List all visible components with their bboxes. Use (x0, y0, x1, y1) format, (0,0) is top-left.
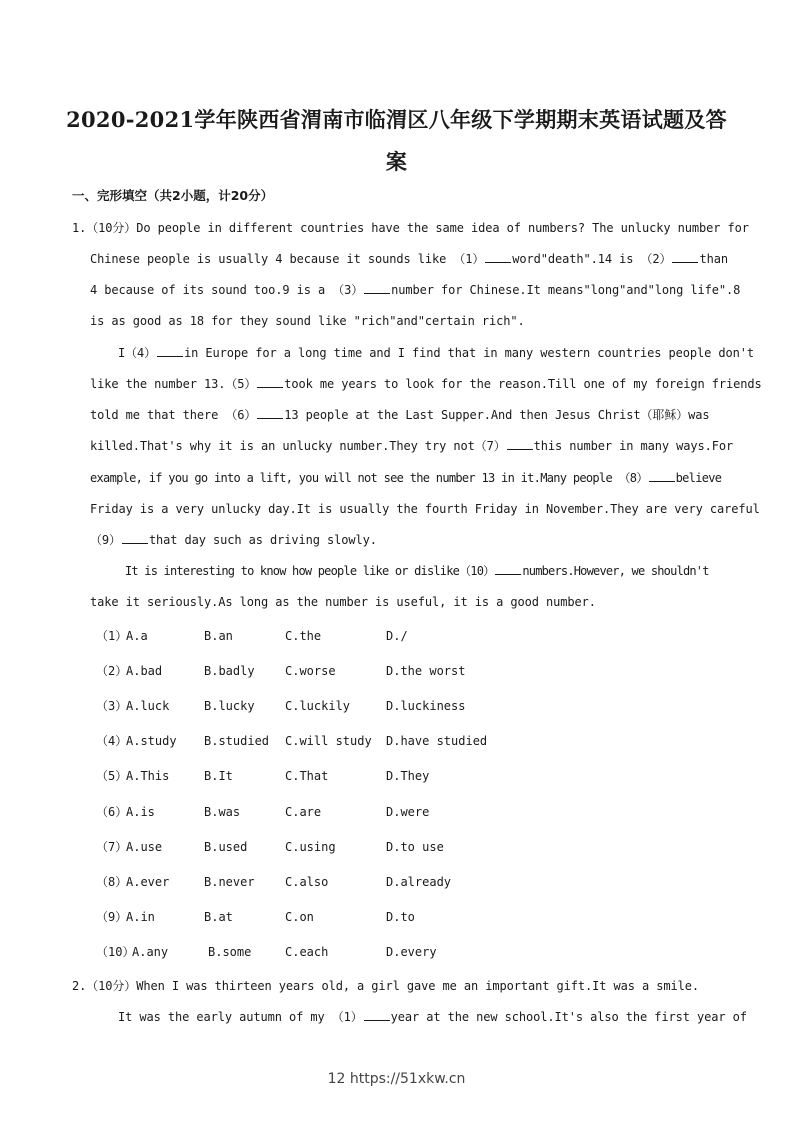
q1-line-13: take it seriously.As long as the number is useful, it is a good number. (90, 595, 596, 609)
answer-blank (364, 282, 390, 294)
q1-line-6: like the number 13.（5） took me years to look for the reason.Till one of my foreign friends (90, 377, 762, 391)
q2-line-2: It was the early autumn of my （1） year at the new school.It's also the first year of (118, 1010, 747, 1024)
answer-blank (672, 251, 698, 263)
page-footer: 12 https://51xkw.cn (327, 1071, 466, 1087)
q1-line-1: 1.（10分）Do people in different countries have the same idea of numbers? The unlucky number for (72, 221, 749, 235)
answer-blank (257, 407, 283, 419)
page-title-line-1: 2020-2021学年陕西省渭南市临渭区八年级下学期期末英语试题及答 (66, 107, 727, 132)
answer-blank (507, 438, 533, 450)
q1-line-10: Friday is a very unlucky day.It is usually the fourth Friday in November.They are very careful (90, 502, 760, 516)
answer-blank (495, 563, 521, 575)
q1-line-2: Chinese people is usually 4 because it sounds like （1） word"death".14 is （2） than (90, 252, 728, 266)
q1-line-5: I（4） in Europe for a long time and I find that in many western countries people don't (118, 346, 755, 360)
section-heading: 一、完形填空（共2小题，计20分） (72, 188, 274, 203)
answer-blank (649, 470, 675, 482)
page-title-line-2: 案 (385, 149, 408, 174)
answer-blank (257, 376, 283, 388)
q1-line-11: （9） that day such as driving slowly. (90, 533, 377, 547)
answer-blank (122, 532, 148, 544)
answer-blank (364, 1009, 390, 1021)
q1-line-12: It is interesting to know how people like or dislike（10） numbers.However, we shouldn't (125, 564, 709, 578)
q1-line-8: killed.That's why it is an unlucky number.They try not（7） this number in many ways.For (90, 439, 734, 453)
q1-line-3: 4 because of its sound too.9 is a （3） number for Chinese.It means"long"and"long life".8 (90, 283, 741, 297)
q1-line-9: example, if you go into a lift, you will not see the number 13 in it.Many people （8） believe (90, 471, 722, 485)
answer-blank (157, 345, 183, 357)
document-page: 2020-2021学年陕西省渭南市临渭区八年级下学期期末英语试题及答 案 一、完形填空（共2小题，计20分） 1.（10分）Do people in different countries have the same idea of numbers? The unlucky number for Chinese people is usually 4 because it sounds like （1） word"death".14 is （2） than 4 because of its sound too.9 is a （3） number for Chinese.It means"long"and"long life".8 is as good as 18 for they sound like "rich"and"certain rich". I（4） in Europe for a long time and I find that in many western countries people don't like the number 13.（5） took me years to look for the reason.Till one of my foreign friends told me that there （6） 13 people at the Last Supper.And then Jesus Christ（耶稣）was killed.That's why it is an unlucky number.They try not（7） this number in many ways.For example, if you go into a lift, you will not see the number 13 in it.Many people （8） believe Friday is a very unlucky day.It is usually the fourth Friday in November.They are very careful （9） that day such as driving slowly. It is interesting to know how people like or dislike（10） numbers.However, we shouldn't take it seriously.As long as the number is useful, it is a good number. （1） A.a B.an C.the D./ （2） A.bad B.badly C.worse D.the worst （3） A.luck B.lucky C.luckily D.luckiness （4） A.study B.studied C.will study D.have studied （5） A.This B.It C.That D.They （6） A.is B.was C.are D.were （7） A.use B.used C.using D.to use （8） A.ever B.never C.also D.already （9） A.in B.at C.on D.to （10） A.any B.some C.each D.every 2.（10分）When I was thirteen years old, a girl gave me an important gift.It was a smile. It was the early autumn of my （1） year at the new school.It's also the first year of 12 https://51xkw.cn (0, 0, 793, 1122)
q1-line-4: is as good as 18 for they sound like "rich"and"certain rich". (90, 314, 525, 328)
q2-line-1: 2.（10分）When I was thirteen years old, a girl gave me an important gift.It was a smile. (72, 979, 700, 993)
answer-blank (485, 251, 511, 263)
q1-line-7: told me that there （6） 13 people at the Last Supper.And then Jesus Christ（耶稣）was (90, 408, 710, 422)
